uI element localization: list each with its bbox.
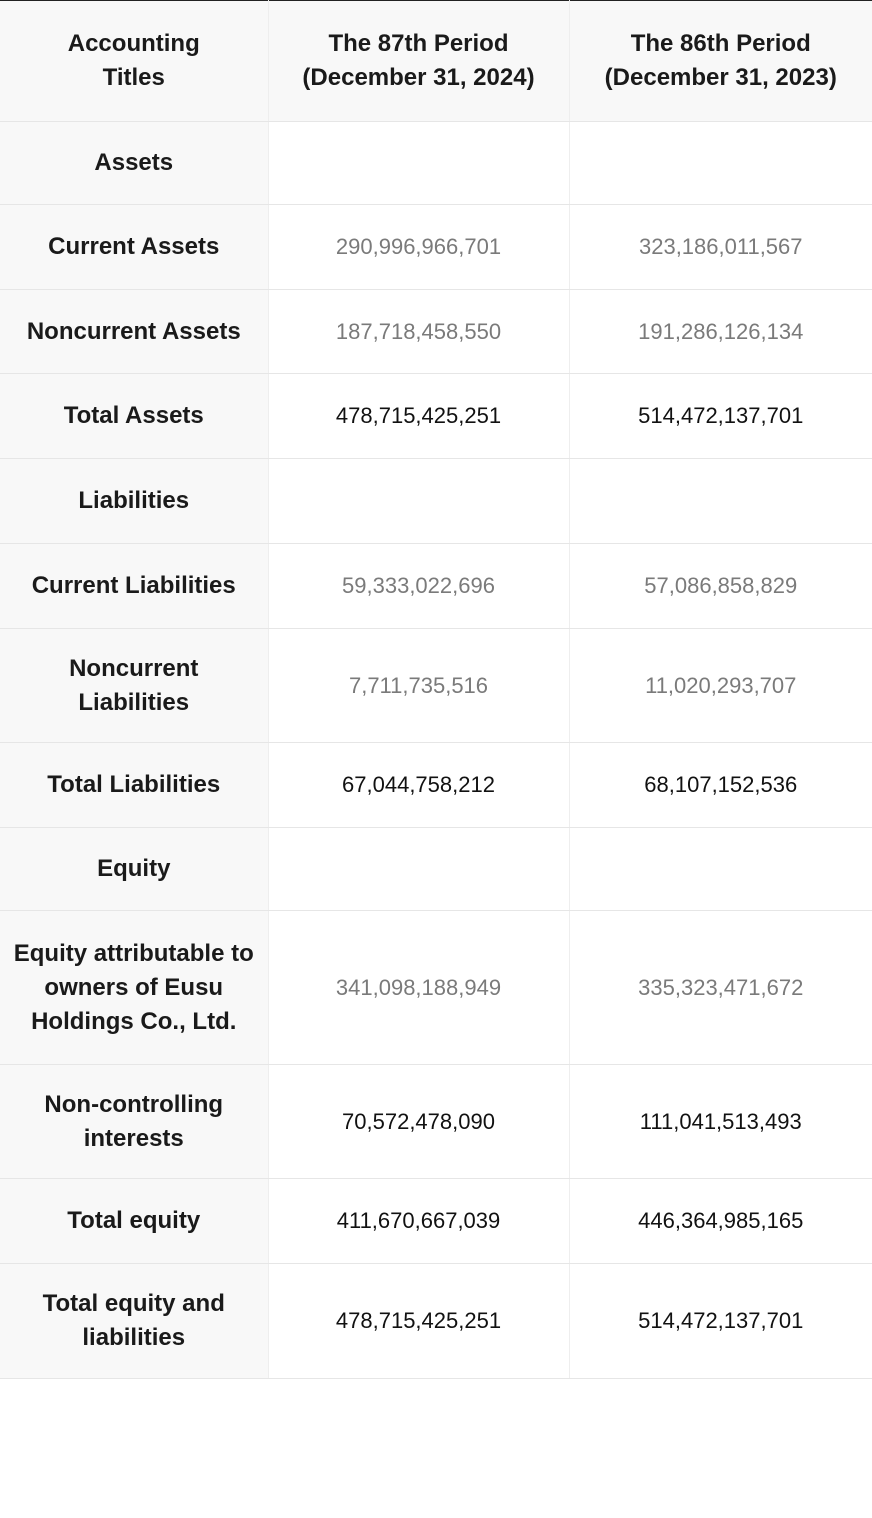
table-row <box>0 122 872 205</box>
row-value-86: 11,020,293,707 <box>569 629 872 743</box>
table-row <box>0 828 872 911</box>
row-label: Non-controlling interests <box>0 1065 268 1179</box>
row-value-87: 59,333,022,696 <box>268 544 569 629</box>
row-value-87: 411,670,667,039 <box>268 1179 569 1264</box>
row-value-87 <box>268 122 569 205</box>
row-value-86: 446,364,985,165 <box>569 1179 872 1264</box>
row-label: Liabilities <box>0 459 268 544</box>
row-label: Noncurrent Liabilities <box>0 629 268 743</box>
table-row <box>0 374 872 459</box>
header-row <box>0 1 872 122</box>
row-label: Noncurrent Assets <box>0 290 268 374</box>
row-value-86 <box>569 122 872 205</box>
table-row <box>0 290 872 374</box>
row-value-86 <box>569 828 872 911</box>
table-row <box>0 629 872 743</box>
table-row <box>0 459 872 544</box>
table-row <box>0 911 872 1065</box>
row-value-86: 111,041,513,493 <box>569 1065 872 1179</box>
row-value-86: 57,086,858,829 <box>569 544 872 629</box>
table-row <box>0 1179 872 1264</box>
row-value-86: 191,286,126,134 <box>569 290 872 374</box>
row-label: Total equity <box>0 1179 268 1264</box>
row-value-86: 514,472,137,701 <box>569 374 872 459</box>
row-value-87: 341,098,188,949 <box>268 911 569 1065</box>
row-value-86: 514,472,137,701 <box>569 1264 872 1379</box>
row-value-87: 7,711,735,516 <box>268 629 569 743</box>
header-accounting-titles: Accounting Titles <box>0 1 268 122</box>
row-value-87: 187,718,458,550 <box>268 290 569 374</box>
row-label: Total Liabilities <box>0 743 268 828</box>
row-value-87 <box>268 459 569 544</box>
row-label: Assets <box>0 122 268 205</box>
header-period-86: The 86th Period (December 31, 2023) <box>569 1 872 122</box>
table-row <box>0 1264 872 1379</box>
row-value-87: 478,715,425,251 <box>268 1264 569 1379</box>
row-value-86: 323,186,011,567 <box>569 205 872 290</box>
row-value-86: 335,323,471,672 <box>569 911 872 1065</box>
row-label: Equity attributable to owners of Eusu Holdings Co., Ltd. <box>0 911 268 1065</box>
row-label: Total equity and liabilities <box>0 1264 268 1379</box>
table-row <box>0 743 872 828</box>
table-row <box>0 1065 872 1179</box>
row-value-87: 70,572,478,090 <box>268 1065 569 1179</box>
row-label: Equity <box>0 828 268 911</box>
row-value-87: 478,715,425,251 <box>268 374 569 459</box>
row-label: Total Assets <box>0 374 268 459</box>
table-row <box>0 544 872 629</box>
row-label: Current Assets <box>0 205 268 290</box>
row-value-86: 68,107,152,536 <box>569 743 872 828</box>
header-period-87: The 87th Period (December 31, 2024) <box>268 1 569 122</box>
row-label: Current Liabilities <box>0 544 268 629</box>
row-value-86 <box>569 459 872 544</box>
table-row <box>0 205 872 290</box>
row-value-87: 67,044,758,212 <box>268 743 569 828</box>
row-value-87: 290,996,966,701 <box>268 205 569 290</box>
row-value-87 <box>268 828 569 911</box>
